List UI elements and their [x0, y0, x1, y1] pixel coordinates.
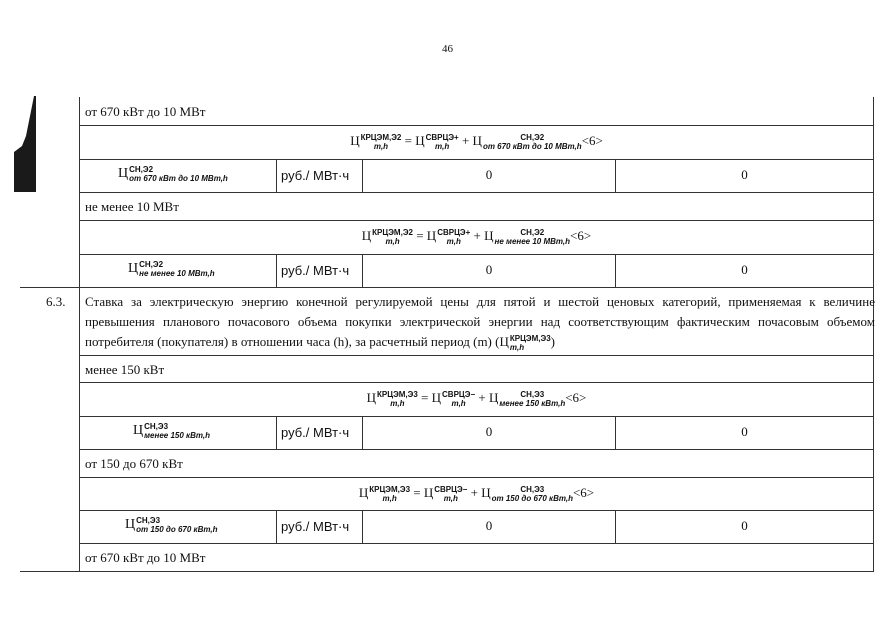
- footnote-ref: <6>: [570, 228, 592, 243]
- row-label: не менее 10 МВт: [85, 199, 179, 214]
- row-divider: [79, 220, 874, 221]
- value-cell: 0: [485, 518, 493, 533]
- formula: Ц КРЦЭМ,Э2 m,h = Ц СВРЦЭ+ m,h + Ц СН,Э2 не менее 10 МВт,h <6>: [361, 228, 592, 247]
- value-cell: 0: [485, 167, 493, 182]
- col-divider: [276, 254, 277, 287]
- row-label: от 670 кВт до 10 МВт: [85, 550, 206, 565]
- row-divider: [79, 125, 874, 126]
- scan-artifact-mark: [12, 96, 36, 192]
- unit-label: руб./ МВт·ч: [281, 425, 350, 440]
- section-number: 6.3.: [46, 294, 66, 309]
- formula: Ц КРЦЭМ,Э2 m,h = Ц СВРЦЭ+ m,h + Ц СН,Э2 от 670 кВт до 10 МВт,h <6>: [350, 133, 603, 152]
- col-divider: [276, 510, 277, 543]
- row-divider: [79, 254, 874, 255]
- row-divider: [79, 192, 874, 193]
- row-divider: [79, 355, 874, 356]
- row-label: от 670 кВт до 10 МВт: [85, 104, 206, 119]
- footnote-ref: <6>: [565, 390, 587, 405]
- row-divider: [79, 543, 874, 544]
- value-cell: 0: [741, 424, 748, 439]
- value-cell: 0: [741, 518, 748, 533]
- row-label: от 150 до 670 кВт: [85, 456, 183, 471]
- section-description: Ставка за электрическую энергию конечной регулируемой цены для пятой и шестой ценовых категорий, применяемая к величине превышения планового почасового объема покупки электрической энергии над соответствующим фактическим почасовым объемом потребителя (покупателя) в отношении часа (h), за расчетный период (m) (Ц КРЦЭМ,Э3 m,h ): [85, 294, 875, 353]
- unit-label: руб./ МВт·ч: [281, 168, 350, 183]
- formula: Ц КРЦЭМ,Э3 m,h = Ц СВРЦЭ− m,h + Ц СН,Э3 менее 150 кВт,h <6>: [366, 390, 587, 409]
- tariff-symbol: Ц СН,Э2 от 670 кВт до 10 МВт,h: [118, 165, 228, 183]
- row-divider: [79, 382, 874, 383]
- tariff-symbol: Ц СН,Э2 не менее 10 МВт,h: [128, 260, 215, 278]
- col-divider: [276, 416, 277, 449]
- table-bottom-border: [20, 571, 874, 572]
- footnote-ref: <6>: [581, 133, 603, 148]
- row-divider: [79, 477, 874, 478]
- unit-label: руб./ МВт·ч: [281, 519, 350, 534]
- row-divider: [79, 449, 874, 450]
- value-cell: 0: [485, 424, 493, 439]
- tariff-symbol: Ц СН,Э3 менее 150 кВт,h: [133, 422, 210, 440]
- row-divider: [79, 159, 874, 160]
- row-divider: [79, 510, 874, 511]
- unit-label: руб./ МВт·ч: [281, 263, 350, 278]
- page-number: 46: [442, 43, 453, 55]
- footnote-ref: <6>: [572, 485, 595, 500]
- value-cell: 0: [741, 262, 748, 277]
- row-label: менее 150 кВт: [85, 362, 165, 377]
- row-divider: [79, 416, 874, 417]
- section-divider: [20, 287, 874, 288]
- tariff-symbol: Ц СН,Э3 от 150 до 670 кВт,h: [125, 516, 218, 534]
- value-cell: 0: [741, 167, 748, 182]
- value-cell: 0: [485, 262, 493, 277]
- col-divider: [276, 159, 277, 192]
- formula: Ц КРЦЭМ,Э3 m,h = Ц СВРЦЭ− m,h + Ц СН,Э3 от 150 до 670 кВт,h <6>: [358, 485, 595, 504]
